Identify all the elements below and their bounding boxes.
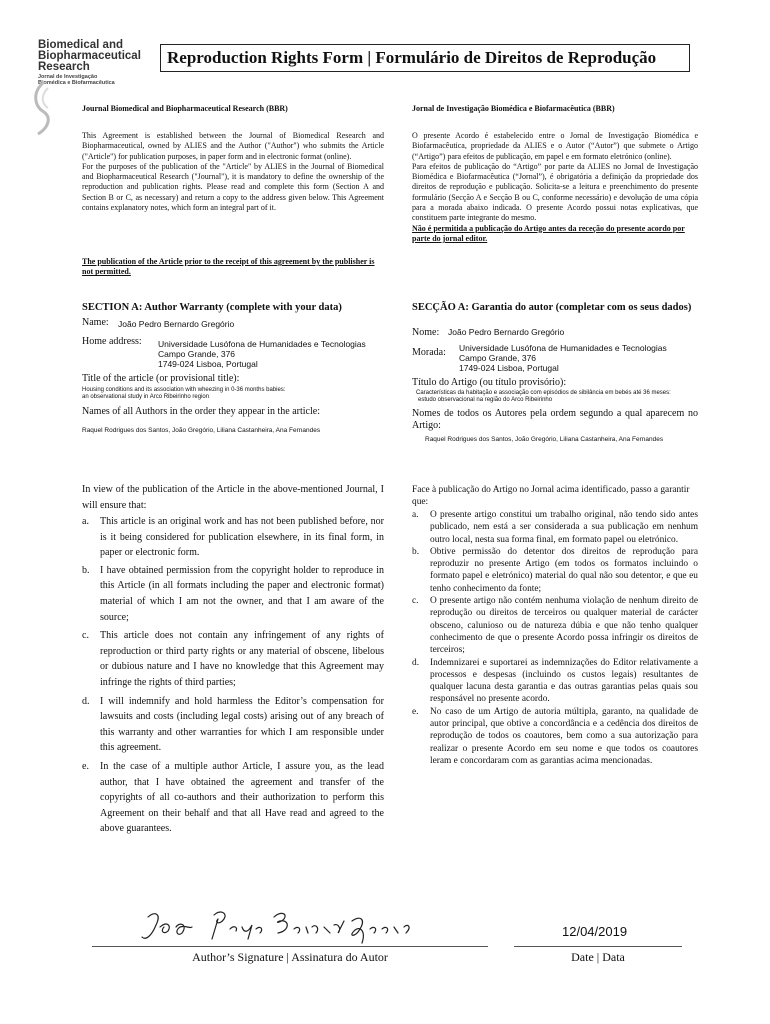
logo-swoosh-icon <box>30 80 56 136</box>
title-line: Características da habitação e associação com episódios de sibilância em bebés até 36 meses: <box>416 390 671 396</box>
warranty-list-en <box>82 514 384 837</box>
intro-paragraph-pt: O presente Acordo é estabelecido entre o Jornal de Investigação Biomédica e Biofarmacêutica, propriedade da ALIES e o Autor (“Autor”) que submete o Artigo (“Artigo”) para efeitos de publicação, em papel e em formato eletrónico (online). <box>412 131 698 161</box>
title-line: Housing conditions and its association with wheezing in 0-36 months babies: <box>82 387 286 393</box>
address-line: Universidade Lusófona de Humanidades e Tecnologias <box>158 339 366 349</box>
date-line <box>514 946 682 947</box>
list-text: O presente artigo constitui um trabalho original, não tendo sido antes publicado, nem está a ser considerada a sua publicação em nenhum outro local, nesta sua forma final, em formato papel ou eletrónico. <box>430 510 698 545</box>
signature-text: João Pedro Bernardo Gregório <box>148 945 161 946</box>
author-signature[interactable] <box>140 905 420 947</box>
journal-heading-en: Journal Biomedical and Biopharmaceutical Research (BBR) <box>82 104 288 113</box>
list-marker: c. <box>82 630 89 642</box>
list-text: This article is an original work and has not been published before, nor is it being considered for publication elsewhere, in its final form, in paper or electronic form. <box>100 516 384 559</box>
name-value-en[interactable]: João Pedro Bernardo Gregório <box>118 319 235 329</box>
journal-logo-subtitle <box>38 74 158 86</box>
section-a-heading-pt: SECÇÃO A: Garantia do autor (completar com os seus dados) <box>412 302 692 313</box>
list-text: This article does not contain any infringement of any rights of reproduction or third party rights or any material of obscene, libelous or dubious nature and I have no knowledge that this Agreement may infringe the rights of third parties; <box>100 630 384 688</box>
address-line: Campo Grande, 376 <box>158 349 236 359</box>
logo-sub-line: Biomédica e Biofarmacêutica <box>38 80 115 86</box>
list-item <box>412 509 698 546</box>
list-item <box>82 694 384 756</box>
list-item <box>412 706 698 767</box>
address-line: 1749-024 Lisboa, Portugal <box>158 359 258 369</box>
list-marker: a. <box>82 516 89 527</box>
warranty-intro-en: In view of the publication of the Article in the above-mentioned Journal, I will ensure that: <box>82 484 384 511</box>
list-marker: a. <box>412 510 419 520</box>
home-address-label-pt: Morada: <box>412 347 446 358</box>
section-a-heading-en: SECTION A: Author Warranty (complete with your data) <box>82 302 342 313</box>
date-value[interactable]: 12/04/2019 <box>562 924 628 939</box>
authors-label-en: Names of all Authors in the order they appear in the article: <box>82 406 320 417</box>
intro-pt <box>412 131 698 244</box>
list-item <box>412 657 698 706</box>
list-item <box>82 514 384 561</box>
list-marker: d. <box>412 657 420 668</box>
purpose-paragraph-en: For the purposes of the publication of the "Article" by ALIES in the Journal of Biomedical and Biopharmaceutical Research ("Journal"), it is mandatory to define the ownership of the reproduction and publication rights. Please read and complete this form (Section A and Section B or C, as necessary) and return a copy to the address given below. This Agreement contains explanatory notes, which form an integral part of it. <box>82 161 384 213</box>
name-label-en: Name: <box>82 317 109 328</box>
name-value-pt[interactable]: João Pedro Bernardo Gregório <box>448 327 565 337</box>
home-address-label-en: Home address: <box>82 336 142 347</box>
warning-en: The publication of the Article prior to the receipt of this agreement by the publisher is not permitted. <box>82 257 375 277</box>
list-item <box>82 628 384 690</box>
title-value-pt[interactable] <box>416 390 736 404</box>
logo-sub-line: Jornal de Investigação <box>38 74 98 80</box>
intro-paragraph-en: This Agreement is established between the Journal of Biomedical Research and Biopharmaceutical, owned by ALIES and the Author ("Author") who submits the Article ("Article") for publication purposes, in paper form and in electronic format (online). <box>82 131 384 161</box>
list-text: O presente artigo não contém nenhuma violação de nenhum direito de reprodução ou direitos de terceiros ou qualquer material de carácter obsceno, calunioso ou de natureza dúbia e que não tenho qualquer conhecimento de que o presente Acordo possa infringir os direitos de terceiros; <box>430 596 698 656</box>
list-text: Obtive permissão do detentor dos direitos de reprodução para reproduzir no presente Artigo (em todos os formatos incluindo o formato papel e eletrónico) material do qual não sou detentor, e que eu tenho conhecimento da fonte; <box>430 546 698 594</box>
logo-name-line: Biopharmaceutical <box>38 50 141 62</box>
address-line: Universidade Lusófona de Humanidades e Tecnologias <box>459 343 667 353</box>
name-label-pt: Nome: <box>412 327 440 338</box>
date-label: Date | Data <box>571 950 625 964</box>
warning-pt: Não é permitida a publicação do Artigo antes da receção do presente acordo por parte do jornal editor. <box>412 223 685 243</box>
authors-label-pt: Nomes de todos os Autores pela ordem segundo a qual aparecem no Artigo: <box>412 408 698 431</box>
purpose-paragraph-pt: Para efeitos de publicação do “Artigo” por parte da ALIES no Jornal de Investigação Biomédica e Biofarmacêutica (“Jornal”), é obrigatória a definição da propriedade dos direitos de reprodução e publicação. Solicita-se a leitura e preenchimento do presente formulário (Secção A e Secção B ou C, conforme necessário) e devolução de uma cópia para a morada abaixo indicada. O presente Acordo possui notas explicativas, que constituem parte integrante do mesmo. <box>412 161 698 223</box>
title-value-en[interactable] <box>82 387 392 401</box>
list-text: Indemnizarei e suportarei as indemnizações do Editor relativamente a processos e despesas (incluindo os custos legais) resultantes de qualquer lacuna desta garantia e das outras garantias pelas quais sou responsável no presente acordo. <box>430 657 698 705</box>
warranty-list-pt <box>412 509 698 767</box>
title-label-pt: Título do Artigo (ou título provisório): <box>412 377 567 388</box>
form-title: Reproduction Rights Form | Formulário de Direitos de Reprodução <box>160 44 690 72</box>
warranty-intro-pt: Face à publicação do Artigo no Jornal acima identificado, passo a garantir que: <box>412 485 690 508</box>
authors-value-en[interactable]: Raquel Rodrigues dos Santos, João Gregório, Liliana Castanheira, Ana Fernandes <box>82 427 321 434</box>
address-line: 1749-024 Lisboa, Portugal <box>459 363 559 373</box>
list-marker: b. <box>82 564 90 576</box>
authors-value-pt[interactable]: Raquel Rodrigues dos Santos, João Gregório, Liliana Castanheira, Ana Fernandes <box>425 436 664 443</box>
signature-line <box>92 946 488 947</box>
logo-name-line: Research <box>38 61 90 73</box>
title-label-en: Title of the article (or provisional title): <box>82 373 240 384</box>
list-marker: b. <box>412 546 420 557</box>
title-line: estudo observacional na região do Arco Ribeirinho <box>418 397 553 403</box>
list-item <box>412 546 698 595</box>
title-line: an observational study in Arco Ribeirinho region <box>82 394 210 400</box>
journal-heading-pt: Jornal de Investigação Biomédica e Biofarmacêutica (BBR) <box>412 104 615 113</box>
list-marker: e. <box>412 706 419 717</box>
list-text: I will indemnify and hold harmless the Editor’s compensation for lawsuits and costs (including legal costs) arising out of any breach of this warranty and other warranties for which I am responsible under this agreement. <box>100 695 384 754</box>
list-item <box>82 759 384 837</box>
intro-en <box>82 131 384 213</box>
list-marker: d. <box>82 695 90 707</box>
address-line: Campo Grande, 376 <box>459 353 537 363</box>
list-text: In the case of a multiple author Article, I assure you, as the lead author, that I have obtained the agreement and transfer of the copyrights of all co-authors and their authorization to perform this Agreement on their behalf and that all Have read and agreed to the above guarantees. <box>100 760 384 835</box>
list-item <box>412 595 698 656</box>
home-address-value-pt[interactable] <box>459 343 749 373</box>
list-marker: c. <box>412 596 419 607</box>
list-text: No caso de um Artigo de autoria múltipla, garanto, na qualidade de autor principal, que obtive a concordância e a cedência dos direitos de reprodução de todos os coautores, bem como a sua autorização para realizar o presente Acordo em seu nome e que todos os coautores leram e concordaram com as garantias acima mencionadas. <box>430 706 698 766</box>
list-text: I have obtained permission from the copyright holder to reproduce in this Article (in all formats including the paper and electronic format) material of which I am not the owner, and that I am aware of the source; <box>100 564 384 623</box>
signature-label: Author’s Signature | Assinatura do Autor <box>192 950 388 964</box>
logo-name-line: Biomedical and <box>38 39 123 51</box>
list-marker: e. <box>82 760 89 772</box>
list-item <box>82 563 384 625</box>
home-address-value-en[interactable] <box>158 339 414 369</box>
